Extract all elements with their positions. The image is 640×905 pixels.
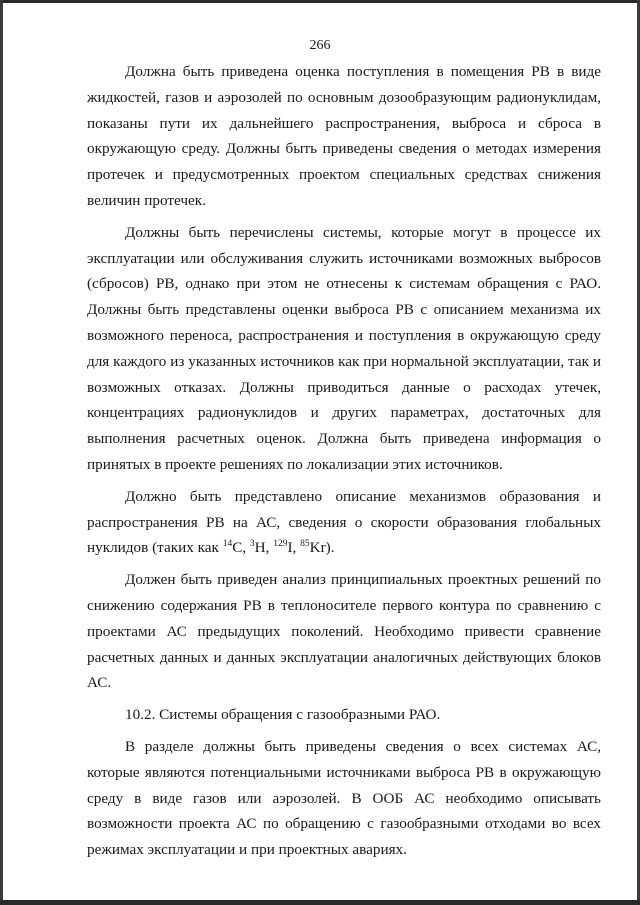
nuclide-separator: , — [292, 539, 301, 557]
page-number: 266 — [309, 38, 331, 53]
paragraph-gaseous-systems: В разделе должны быть приведены сведения о всех системах АС, которые являются потенциальными источниками выброса РВ в окружающую среду в виде газов или аэрозолей. В ООБ АС необходимо описывать возможности проекта АС по обращению с газообразными отходами во всех режимах эксплуатации и при проектных авариях. — [87, 737, 601, 859]
paragraph-release-sources: Должны быть перечислены системы, которые могут в процессе их эксплуатации или обслуживания служить источниками возможных выбросов (сбросов) РВ, однако при этом не отнесены к системам обращения с РАО. Должны быть представлены оценки выброса РВ с описанием механизма их возможного переноса, распространения и поступления в окружающую среду для каждого из указанных источников как при нормальной эксплуатации, так и возможных отказах. Должны приводиться данные о расходах утечек, концентрациях радионуклидов и других параметрах, достаточных для выполнения расчетных оценок. Должна быть приведена информация о принятых в проекте решениях по локализации этих источников. — [87, 223, 601, 473]
nuclides-closing: ). — [325, 539, 335, 557]
nuclide-separator: , — [242, 539, 250, 557]
section-heading: 10.2. Системы обращения с газообразными РАО. — [125, 706, 441, 724]
paragraph-design-analysis: Должен быть приведен анализ принципиальных проектных решений по снижению содержания РВ в теплоносителе первого контура по сравнению с проектами АС предыдущих поколений. Необходимо привести сравнение расчетных данных и данных эксплуатации аналогичных действующих блоков АС. — [87, 571, 601, 692]
nuclide-carbon-mass: 14 — [222, 539, 233, 550]
nuclide-carbon-symbol: C — [232, 539, 243, 557]
scan-edge-left — [0, 0, 3, 905]
scan-edge-bottom — [0, 900, 640, 905]
nuclides-text: Должно быть представлено описание механизмов образования и распространения РВ на АС, сведения о скорости образования глобальных нуклидов (таких как — [87, 487, 601, 557]
nuclide-tritium-symbol: H — [254, 539, 266, 557]
body-text — [87, 59, 601, 869]
nuclide-krypton-mass: 85 — [300, 539, 310, 550]
scan-edge-top — [0, 0, 640, 3]
nuclide-tritium-mass: 3 — [249, 539, 255, 550]
nuclide-iodine-symbol: I — [287, 539, 293, 557]
nuclide-iodine-mass: 129 — [273, 539, 288, 550]
nuclide-separator: , — [265, 539, 274, 557]
nuclide-krypton-symbol: Kr — [309, 539, 326, 557]
paragraph-leak-assessment: Должна быть приведена оценка поступления в помещения РВ в виде жидкостей, газов и аэрозолей по основным дозообразующим радионуклидам, показаны пути их дальнейшего распространения, выброса и сброса в окружающую среду. Должны быть приведены сведения о методах измерения протечек и предусмотренных проектом специальных средствах снижения величин протечек. — [87, 63, 601, 209]
paragraph-global-nuclides — [87, 484, 601, 561]
